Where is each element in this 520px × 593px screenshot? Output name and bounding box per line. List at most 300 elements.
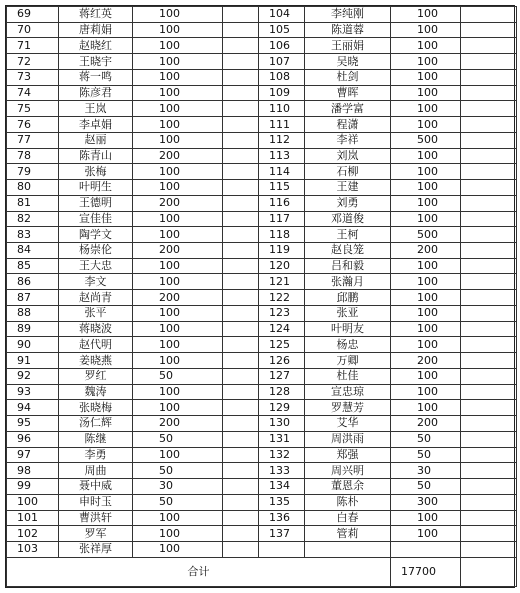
table-row [7,416,517,432]
left-row-blank [223,180,259,196]
right-row-number: 109 [259,85,305,101]
left-row-amount: 100 [133,164,223,180]
right-row-number: 116 [259,195,305,211]
left-row-blank [223,416,259,432]
left-row-amount: 100 [133,337,223,353]
right-row-blank [461,368,517,384]
table-row [7,117,517,133]
right-row-blank [461,447,517,463]
left-row-amount: 100 [133,353,223,369]
right-row-name: 白春 [305,510,391,526]
right-row-number: 121 [259,274,305,290]
table-row [7,101,517,117]
right-row-number: 130 [259,416,305,432]
left-row-number: 78 [7,148,59,164]
right-row-number: 111 [259,117,305,133]
total-amount: 17700 [391,558,461,587]
left-row-name: 申时玉 [59,494,133,510]
right-row-number: 115 [259,180,305,196]
right-row-name: 万卿 [305,353,391,369]
left-row-name: 张晓梅 [59,400,133,416]
right-row-number: 106 [259,38,305,54]
right-row-blank [461,258,517,274]
right-row-name: 杜剑 [305,69,391,85]
left-row-blank [223,337,259,353]
table-row [7,510,517,526]
left-row-name: 姜晓燕 [59,353,133,369]
left-row-blank [223,117,259,133]
table-row [7,526,517,542]
right-row-number: 112 [259,132,305,148]
left-row-blank [223,38,259,54]
right-row-amount: 100 [391,337,461,353]
left-row-blank [223,526,259,542]
left-row-amount: 200 [133,290,223,306]
left-row-name: 陈继 [59,431,133,447]
right-row-amount: 100 [391,305,461,321]
right-row-amount: 300 [391,494,461,510]
right-row-blank [461,384,517,400]
left-row-number: 76 [7,117,59,133]
left-row-amount: 100 [133,22,223,38]
right-row-blank [461,400,517,416]
right-row-name: 邱鹏 [305,290,391,306]
left-row-amount: 100 [133,541,223,557]
right-row-number: 122 [259,290,305,306]
left-row-blank [223,353,259,369]
table-row [7,69,517,85]
left-row-amount: 100 [133,101,223,117]
left-row-name: 王大忠 [59,258,133,274]
left-row-name: 赵尚青 [59,290,133,306]
left-row-amount: 100 [133,384,223,400]
right-row-blank [461,22,517,38]
right-row-number: 113 [259,148,305,164]
left-row-number: 98 [7,463,59,479]
table-row [7,148,517,164]
right-row-blank [461,416,517,432]
left-row-blank [223,7,259,23]
left-row-number: 95 [7,416,59,432]
left-row-blank [223,85,259,101]
left-row-number: 88 [7,305,59,321]
left-row-blank [223,69,259,85]
table-row [7,431,517,447]
right-row-name: 郑强 [305,447,391,463]
left-row-blank [223,290,259,306]
left-row-blank [223,431,259,447]
right-row-blank [461,180,517,196]
left-row-amount: 100 [133,180,223,196]
left-row-blank [223,101,259,117]
right-row-blank [461,85,517,101]
left-row-blank [223,211,259,227]
right-row-amount: 50 [391,431,461,447]
right-row-name: 曹晖 [305,85,391,101]
right-row-name: 王丽娟 [305,38,391,54]
left-row-name: 李勇 [59,447,133,463]
right-row-amount: 100 [391,384,461,400]
table-row [7,38,517,54]
right-row-name: 周洪雨 [305,431,391,447]
left-row-name: 罗军 [59,526,133,542]
table-row [7,479,517,495]
left-row-amount: 100 [133,54,223,70]
right-row-name: 董恩余 [305,479,391,495]
left-row-number: 87 [7,290,59,306]
right-row-amount: 30 [391,463,461,479]
right-row-number: 133 [259,463,305,479]
right-row-name: 刘岚 [305,148,391,164]
right-row-number: 126 [259,353,305,369]
total-empty-cell [461,558,517,587]
right-row-blank [461,353,517,369]
left-row-number: 96 [7,431,59,447]
table-row [7,290,517,306]
table-row [7,463,517,479]
left-row-amount: 100 [133,321,223,337]
right-row-amount [391,541,461,557]
right-row-amount: 200 [391,416,461,432]
left-row-number: 94 [7,400,59,416]
table-row [7,494,517,510]
table-row [7,368,517,384]
left-row-blank [223,368,259,384]
left-row-amount: 200 [133,243,223,259]
left-row-number: 69 [7,7,59,23]
right-row-amount: 100 [391,274,461,290]
right-row-name: 吕和毅 [305,258,391,274]
left-row-name: 李文 [59,274,133,290]
left-row-name: 蒋晓波 [59,321,133,337]
left-row-number: 93 [7,384,59,400]
right-row-name: 艾华 [305,416,391,432]
right-row-amount: 100 [391,321,461,337]
left-row-number: 85 [7,258,59,274]
right-row-number [259,541,305,557]
right-row-name: 李纯刚 [305,7,391,23]
right-row-name: 叶明友 [305,321,391,337]
right-row-amount: 100 [391,7,461,23]
left-row-blank [223,305,259,321]
right-row-name: 杜佳 [305,368,391,384]
left-row-number: 75 [7,101,59,117]
right-row-number: 118 [259,227,305,243]
left-row-name: 陈彦君 [59,85,133,101]
table-row [7,211,517,227]
right-row-number: 107 [259,54,305,70]
table-row [7,54,517,70]
right-row-number: 131 [259,431,305,447]
right-row-number: 119 [259,243,305,259]
left-row-number: 81 [7,195,59,211]
left-row-number: 79 [7,164,59,180]
table-row [7,227,517,243]
left-row-name: 杨崇伦 [59,243,133,259]
right-row-amount: 100 [391,526,461,542]
left-row-blank [223,274,259,290]
left-row-name: 赵晓红 [59,38,133,54]
table-row [7,258,517,274]
left-row-blank [223,227,259,243]
left-row-name: 王德明 [59,195,133,211]
right-row-blank [461,38,517,54]
left-row-name: 蒋红英 [59,7,133,23]
right-row-name: 陈朴 [305,494,391,510]
left-row-name: 陶学文 [59,227,133,243]
right-row-amount: 100 [391,290,461,306]
left-row-blank [223,148,259,164]
right-row-name: 王柯 [305,227,391,243]
right-row-amount: 100 [391,400,461,416]
right-row-blank [461,69,517,85]
left-row-blank [223,164,259,180]
right-row-name: 程潇 [305,117,391,133]
left-row-number: 84 [7,243,59,259]
right-row-number: 120 [259,258,305,274]
right-row-amount: 50 [391,479,461,495]
left-row-blank [223,243,259,259]
left-row-name: 王晓宇 [59,54,133,70]
right-row-amount: 500 [391,227,461,243]
right-row-amount: 100 [391,101,461,117]
left-row-name: 唐莉娟 [59,22,133,38]
table-row [7,243,517,259]
right-row-amount: 500 [391,132,461,148]
right-row-name: 罗慧芳 [305,400,391,416]
left-row-blank [223,400,259,416]
left-row-blank [223,195,259,211]
left-row-name: 张平 [59,305,133,321]
left-row-name: 叶明生 [59,180,133,196]
right-row-name: 吴晓 [305,54,391,70]
right-row-number: 129 [259,400,305,416]
right-row-blank [461,132,517,148]
left-row-number: 91 [7,353,59,369]
right-row-amount: 100 [391,510,461,526]
left-row-amount: 100 [133,85,223,101]
right-row-blank [461,148,517,164]
right-row-amount: 100 [391,85,461,101]
right-row-name: 管莉 [305,526,391,542]
table-row [7,195,517,211]
left-row-number: 100 [7,494,59,510]
table-row [7,180,517,196]
right-row-blank [461,463,517,479]
left-row-amount: 100 [133,7,223,23]
right-row-amount: 100 [391,38,461,54]
right-row-blank [461,337,517,353]
right-row-blank [461,510,517,526]
left-row-amount: 100 [133,211,223,227]
left-row-name: 周曲 [59,463,133,479]
right-row-number: 117 [259,211,305,227]
right-row-number: 136 [259,510,305,526]
left-row-amount: 100 [133,258,223,274]
table-row [7,400,517,416]
table-row [7,541,517,557]
left-row-name: 张梅 [59,164,133,180]
right-row-number: 132 [259,447,305,463]
left-row-amount: 50 [133,494,223,510]
table-row [7,164,517,180]
left-row-amount: 100 [133,132,223,148]
right-row-amount: 100 [391,54,461,70]
left-row-number: 70 [7,22,59,38]
left-row-name: 张祥厚 [59,541,133,557]
right-row-amount: 50 [391,447,461,463]
total-row [7,558,517,587]
left-row-blank [223,321,259,337]
table-row [7,85,517,101]
right-row-name: 张亚 [305,305,391,321]
right-row-blank [461,117,517,133]
left-row-name: 宣佳佳 [59,211,133,227]
right-row-blank [461,7,517,23]
right-row-amount: 100 [391,164,461,180]
right-row-blank [461,227,517,243]
right-row-number: 110 [259,101,305,117]
left-row-name: 王岚 [59,101,133,117]
left-row-number: 92 [7,368,59,384]
right-row-number: 108 [259,69,305,85]
table-row [7,447,517,463]
right-row-number: 128 [259,384,305,400]
right-row-name: 王建 [305,180,391,196]
left-row-number: 73 [7,69,59,85]
donation-table-sheet [5,5,515,588]
table-row [7,305,517,321]
left-row-name: 李卓娟 [59,117,133,133]
left-row-amount: 100 [133,69,223,85]
left-row-amount: 100 [133,510,223,526]
left-row-amount: 100 [133,447,223,463]
left-row-name: 赵代明 [59,337,133,353]
left-row-amount: 100 [133,526,223,542]
left-row-number: 90 [7,337,59,353]
left-row-blank [223,54,259,70]
left-row-blank [223,510,259,526]
left-row-number: 71 [7,38,59,54]
left-row-number: 99 [7,479,59,495]
right-row-name: 潘学富 [305,101,391,117]
left-row-amount: 100 [133,274,223,290]
table-row [7,384,517,400]
right-row-name: 张瀚月 [305,274,391,290]
table-row [7,353,517,369]
right-row-blank [461,479,517,495]
left-row-amount: 100 [133,117,223,133]
right-row-blank [461,164,517,180]
right-row-name: 周兴明 [305,463,391,479]
left-row-blank [223,463,259,479]
right-row-blank [461,290,517,306]
right-row-blank [461,274,517,290]
left-row-name: 魏涛 [59,384,133,400]
left-row-amount: 100 [133,38,223,54]
right-row-number: 104 [259,7,305,23]
right-row-name: 刘勇 [305,195,391,211]
left-row-blank [223,132,259,148]
left-row-number: 86 [7,274,59,290]
right-row-number: 105 [259,22,305,38]
left-row-amount: 100 [133,227,223,243]
right-row-blank [461,494,517,510]
left-row-name: 聂中威 [59,479,133,495]
left-row-amount: 200 [133,148,223,164]
donation-table [6,6,517,587]
left-row-name: 赵丽 [59,132,133,148]
left-row-blank [223,541,259,557]
right-row-blank [461,211,517,227]
left-row-number: 72 [7,54,59,70]
left-row-amount: 200 [133,195,223,211]
right-row-name: 杨忠 [305,337,391,353]
right-row-amount: 100 [391,117,461,133]
right-row-amount: 100 [391,69,461,85]
left-row-amount: 50 [133,463,223,479]
left-row-amount: 50 [133,431,223,447]
left-row-number: 102 [7,526,59,542]
total-label: 合计 [7,558,391,587]
right-row-number: 125 [259,337,305,353]
left-row-blank [223,479,259,495]
left-row-number: 83 [7,227,59,243]
right-row-blank [461,321,517,337]
right-row-blank [461,54,517,70]
right-row-amount: 100 [391,22,461,38]
left-row-blank [223,447,259,463]
table-row [7,321,517,337]
left-row-blank [223,494,259,510]
left-row-name: 蒋一鸣 [59,69,133,85]
right-row-blank [461,431,517,447]
right-row-name: 邓道俊 [305,211,391,227]
right-row-amount: 100 [391,195,461,211]
right-row-amount: 100 [391,148,461,164]
right-row-name: 陈道蓉 [305,22,391,38]
right-row-blank [461,243,517,259]
table-row [7,274,517,290]
right-row-blank [461,101,517,117]
right-row-number: 135 [259,494,305,510]
table-row [7,132,517,148]
left-row-name: 汤仁辉 [59,416,133,432]
table-row [7,337,517,353]
left-row-amount: 50 [133,368,223,384]
right-row-amount: 200 [391,243,461,259]
left-row-name: 陈青山 [59,148,133,164]
left-row-amount: 30 [133,479,223,495]
left-row-number: 80 [7,180,59,196]
left-row-amount: 200 [133,416,223,432]
left-row-number: 97 [7,447,59,463]
right-row-amount: 100 [391,368,461,384]
left-row-amount: 100 [133,305,223,321]
table-row [7,7,517,23]
right-row-number: 134 [259,479,305,495]
right-row-name: 宣忠琼 [305,384,391,400]
right-row-blank [461,541,517,557]
left-row-blank [223,384,259,400]
right-row-number: 114 [259,164,305,180]
right-row-amount: 200 [391,353,461,369]
right-row-amount: 100 [391,180,461,196]
left-row-number: 89 [7,321,59,337]
right-row-number: 124 [259,321,305,337]
right-row-name: 石柳 [305,164,391,180]
left-row-number: 77 [7,132,59,148]
